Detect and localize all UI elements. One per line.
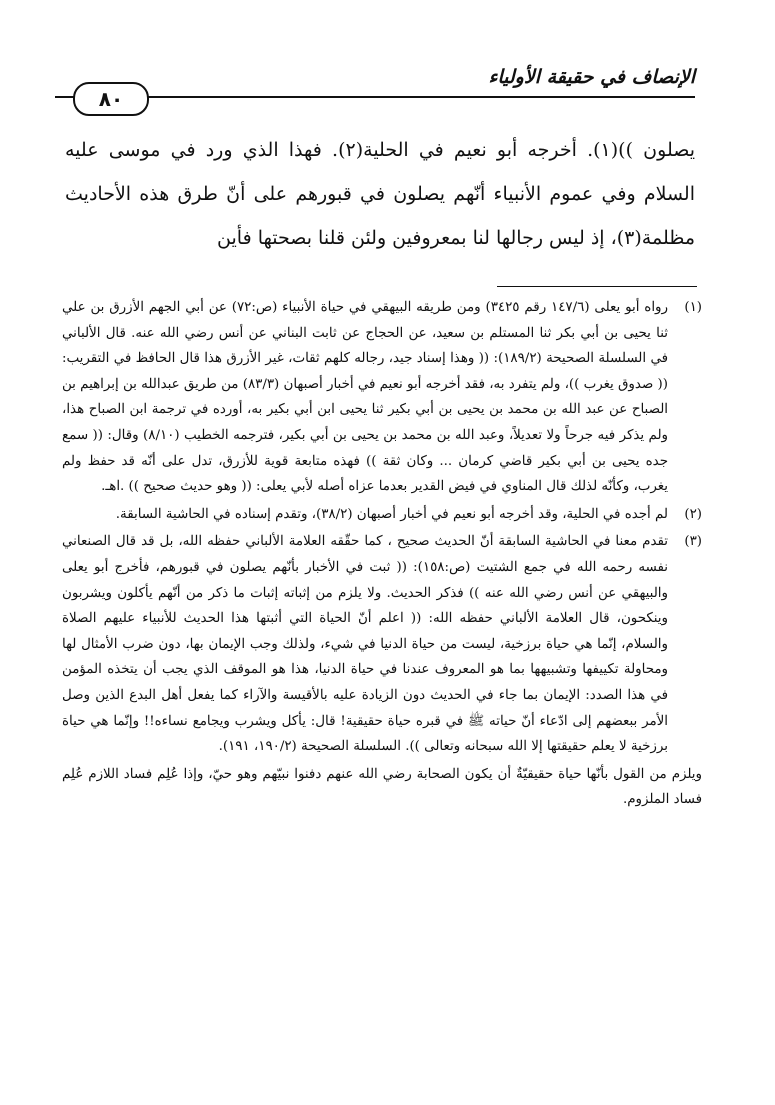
footnote-1 (62, 295, 702, 500)
footnote-separator (497, 286, 697, 287)
running-header (55, 60, 695, 110)
page-number: ٨٠ (73, 82, 149, 116)
header-title: الإنصاف في حقيقة الأولياء (488, 66, 695, 88)
footnotes (62, 295, 702, 813)
footnote-2 (62, 502, 702, 528)
main-paragraph: يصلون ))(١). أخرجه أبو نعيم في الحلية(٢). فهذا الذي ورد في موسى عليه السلام وفي عموم الأنبياء أنّهم يصلون في قبورهم على أنّ طرق هذه الأحاديث مظلمة(٣)، إذ ليس رجالها لنا بمعروفين ولئن قلنا بصحتها فأين (65, 139, 695, 249)
footnote-text: رواه أبو يعلى (١٤٧/٦ رقم ٣٤٢٥) ومن طريقه البيهقي في حياة الأنبياء (ص:٧٢) عن أبي الجهم الأزرق بن علي ثنا يحيى بن أبي بكر ثنا المستلم بن سعيد، عن الحجاج عن ثابت البناني عن أنس رضي الله عنه. قال الألباني في السلسلة الصحيحة (١٨٩/٢): (( وهذا إسناد جيد، رجاله كلهم ثقات، غير الأزرق هذا قال الحافظ في التقريب: (( صدوق يغرب ))، ولم يتفرد به، فقد أخرجه أبو نعيم في أخبار أصبهان (٨٣/٣) من طريق عبدالله بن إبراهيم بن الصباح عن عبد الله بن محمد بن يحيى بن أبي بكير ثنا يحيى ابن أبي بكير به، أورده في ترجمة ابن الصباح هذا، ولم يذكر فيه جرحاً ولا تعديلاً، وعبد الله بن محمد بن يحيى بن أبي بكير، فترجمه الخطيب (٨/١٠) وقال: (( سمع جده يحيى بن أبي بكير قاضي كرمان ... وكان ثقة )) فهذه متابعة قوية للأزرق، تدل على أنّه قد حفظ ولم يغرب، وكأنّه لذلك قال المناوي في فيض القدير بعدما عزاه أصله لأبي يعلى: (( وهو حديث صحيح )) .اهـ. (61, 300, 669, 495)
main-text (65, 128, 695, 260)
footnote-number: (٢) (684, 506, 702, 522)
closing-paragraph: ويلزم من القول بأنّها حياة حقيقيّةٌ أن يكون الصحابة رضي الله عنهم دفنوا نبيّهم وهو حيّ، وإذا عُلِم فساد اللازم عُلِم فساد الملزوم. (62, 766, 702, 808)
footnote-text: لم أجده في الحلية، وقد أخرجه أبو نعيم في أخبار أصبهان (٣٨/٢)، وتقدم إسناده في الحاشية السابقة. (115, 506, 668, 522)
footnote-number: (٣) (684, 534, 702, 550)
header-rule (55, 96, 695, 98)
footnote-text: تقدم معنا في الحاشية السابقة أنّ الحديث صحيح ، كما حقّقه العلامة الألباني حفظه الله، بل قد قال الصنعاني نفسه رحمه الله في جمع الشتيت (ص:١٥٨): (( ثبت في الأخبار بأنّهم يصلون في قبورهم، فأخرج أبو يعلى والبيهقي عن أنس رضي الله عنه )) فذكر الحديث. ولا يلزم من إثباته إثبات ما ذكر من أنّهم يأكلون ويشربون وينكحون، قال العلامة الألباني حفظه الله: (( اعلم أنّ الحياة التي أثبتها هذا الحديث للأنبياء عليهم الصلاة والسلام، إنّما هي حياة برزخية، ليست من حياة الدنيا في شيء، ولذلك وجب الإيمان بها، دون ضرب الأمثال لها ومحاولة تكييفها وتشبيهها بما هو المعروف عندنا في حياة الدنيا، هذا هو الموقف الذي يجب أن يتخذه المؤمن في هذا الصدد: الإيمان بما جاء في الحديث دون الزيادة عليه بالأقيسة والآراء كما يفعل أهل البدع الذين وصل الأمر ببعضهم إلى ادّعاء أنّ حياته ﷺ في قبره حياة حقيقية! قال: يأكل ويشرب ويجامع نساءه!! وإنّما هي حياة برزخية لا يعلم حقيقتها إلا الله سبحانه وتعالى )). السلسلة الصحيحة (١٩٠/٢، ١٩١). (62, 534, 668, 755)
footnote-number: (١) (684, 300, 702, 315)
footnote-3 (62, 529, 702, 759)
